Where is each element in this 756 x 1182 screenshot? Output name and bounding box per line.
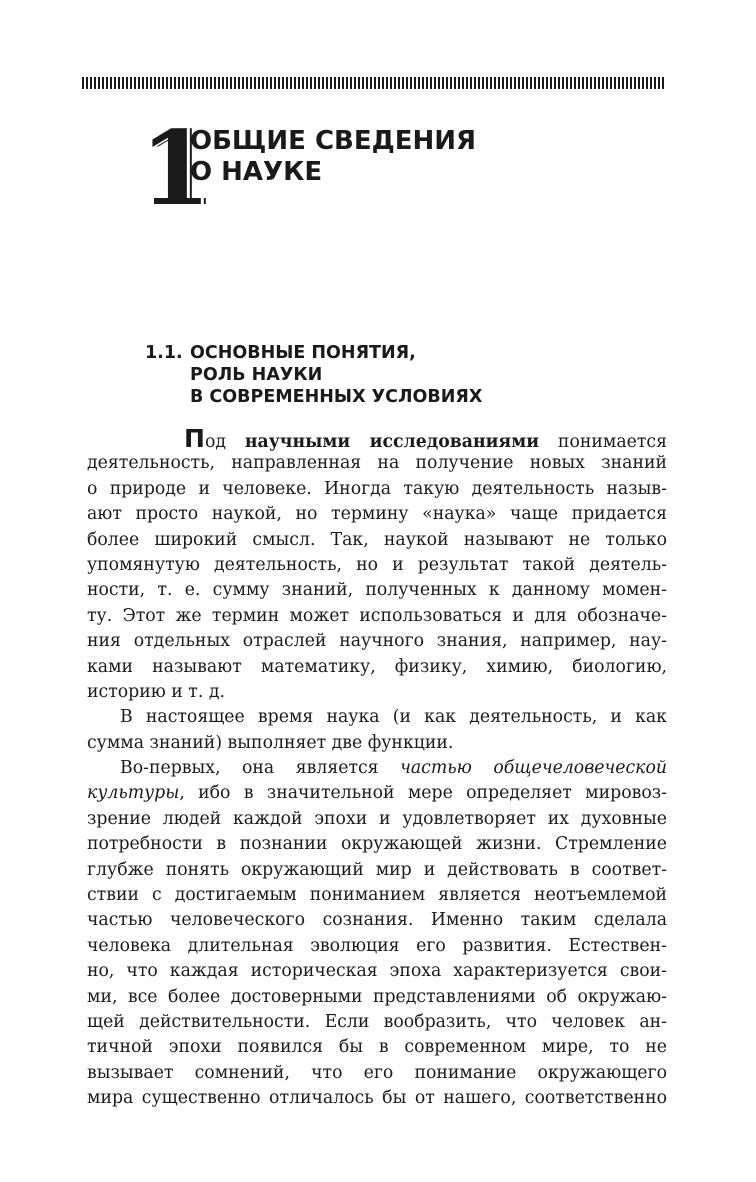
paragraph-line: более широкий смысл. Так, наукой называют не только (87, 529, 667, 550)
paragraph-line: глубже понять окружающий мир и действовать в соответ- (87, 859, 667, 880)
paragraph-line: о природе и человеке. Иногда такую деятельность назыв- (87, 478, 667, 499)
key-term: научными исследованиями (244, 432, 540, 452)
paragraph-line: ками называют математику, физику, химию, биологию, (87, 656, 667, 677)
paragraph-line: Во-первых, она является частью общечеловеческой (120, 758, 667, 779)
paragraph-line: культуры, ибо в значительной мере определяет мировоз- (87, 783, 667, 804)
paragraph-line: Под научными исследованиями понимается (184, 424, 667, 453)
paragraph-line: потребности в познании окружающей жизни. Стремление (87, 834, 667, 855)
paragraph-line: историю и т. д. (87, 681, 225, 702)
emphasis: частью общечеловеческой (400, 758, 667, 779)
paragraph-line: деятельность, направленная на получение новых знаний (87, 453, 667, 474)
paragraph-line: ния отдельных отраслей научного знания, например, нау- (87, 631, 667, 652)
paragraph-line: упомянутую деятельность, но и результат такой деятель- (87, 554, 667, 575)
section-title-line: РОЛЬ НАУКИ (190, 365, 323, 385)
emphasis: культуры (87, 783, 180, 804)
chapter-title-line: ОБЩИЕ СВЕДЕНИЯ (190, 126, 477, 156)
section-title-line: В СОВРЕМЕННЫХ УСЛОВИЯХ (190, 387, 483, 407)
paragraph-line: ту. Этот же термин может использоваться и для обозначе- (87, 605, 667, 626)
paragraph-line: ми, все более достоверными представлениями об окружаю- (87, 986, 667, 1007)
section-title-line: ОСНОВНЫЕ ПОНЯТИЯ, (190, 343, 416, 363)
section-title (190, 342, 482, 408)
paragraph-line: мира существенно отличалось бы от нашего, соответственно (87, 1088, 667, 1109)
paragraph-line: вызывает сомнений, что его понимание окружающего (87, 1062, 667, 1083)
paragraph-line: частью человеческого сознания. Именно таким сделала (87, 910, 667, 931)
paragraph-line: щей действительности. Если вообразить, что человек ан- (87, 1011, 667, 1032)
paragraph-line: ствии с достигаемым пониманием является неотъемлемой (87, 885, 667, 906)
paragraph-line: В настоящее время наука (и как деятельность, и как (120, 707, 667, 728)
drop-cap: П (184, 424, 205, 453)
paragraph-line: но, что каждая историческая эпоха характеризуется свои- (87, 961, 667, 982)
body-text (87, 426, 667, 1112)
paragraph-line: ности, т. е. сумму знаний, полученных к данному момен- (87, 580, 667, 601)
chapter-number: 1 (140, 109, 211, 229)
chapter-title-line: О НАУКЕ (190, 157, 323, 187)
decorative-rule (82, 77, 666, 89)
paragraph-line: человека длительная эволюция его развития. Естествен- (87, 935, 667, 956)
chapter-title (190, 126, 476, 188)
paragraph-line: тичной эпохи появился бы в современном мире, то не (87, 1037, 667, 1058)
section-number: 1.1. (145, 343, 183, 363)
paragraph-line: ают просто наукой, но термину «наука» чаще придается (87, 504, 667, 525)
paragraph-line: сумма знаний) выполняет две функции. (87, 732, 454, 753)
paragraph-line: зрение людей каждой эпохи и удовлетворяет их духовные (87, 808, 667, 829)
